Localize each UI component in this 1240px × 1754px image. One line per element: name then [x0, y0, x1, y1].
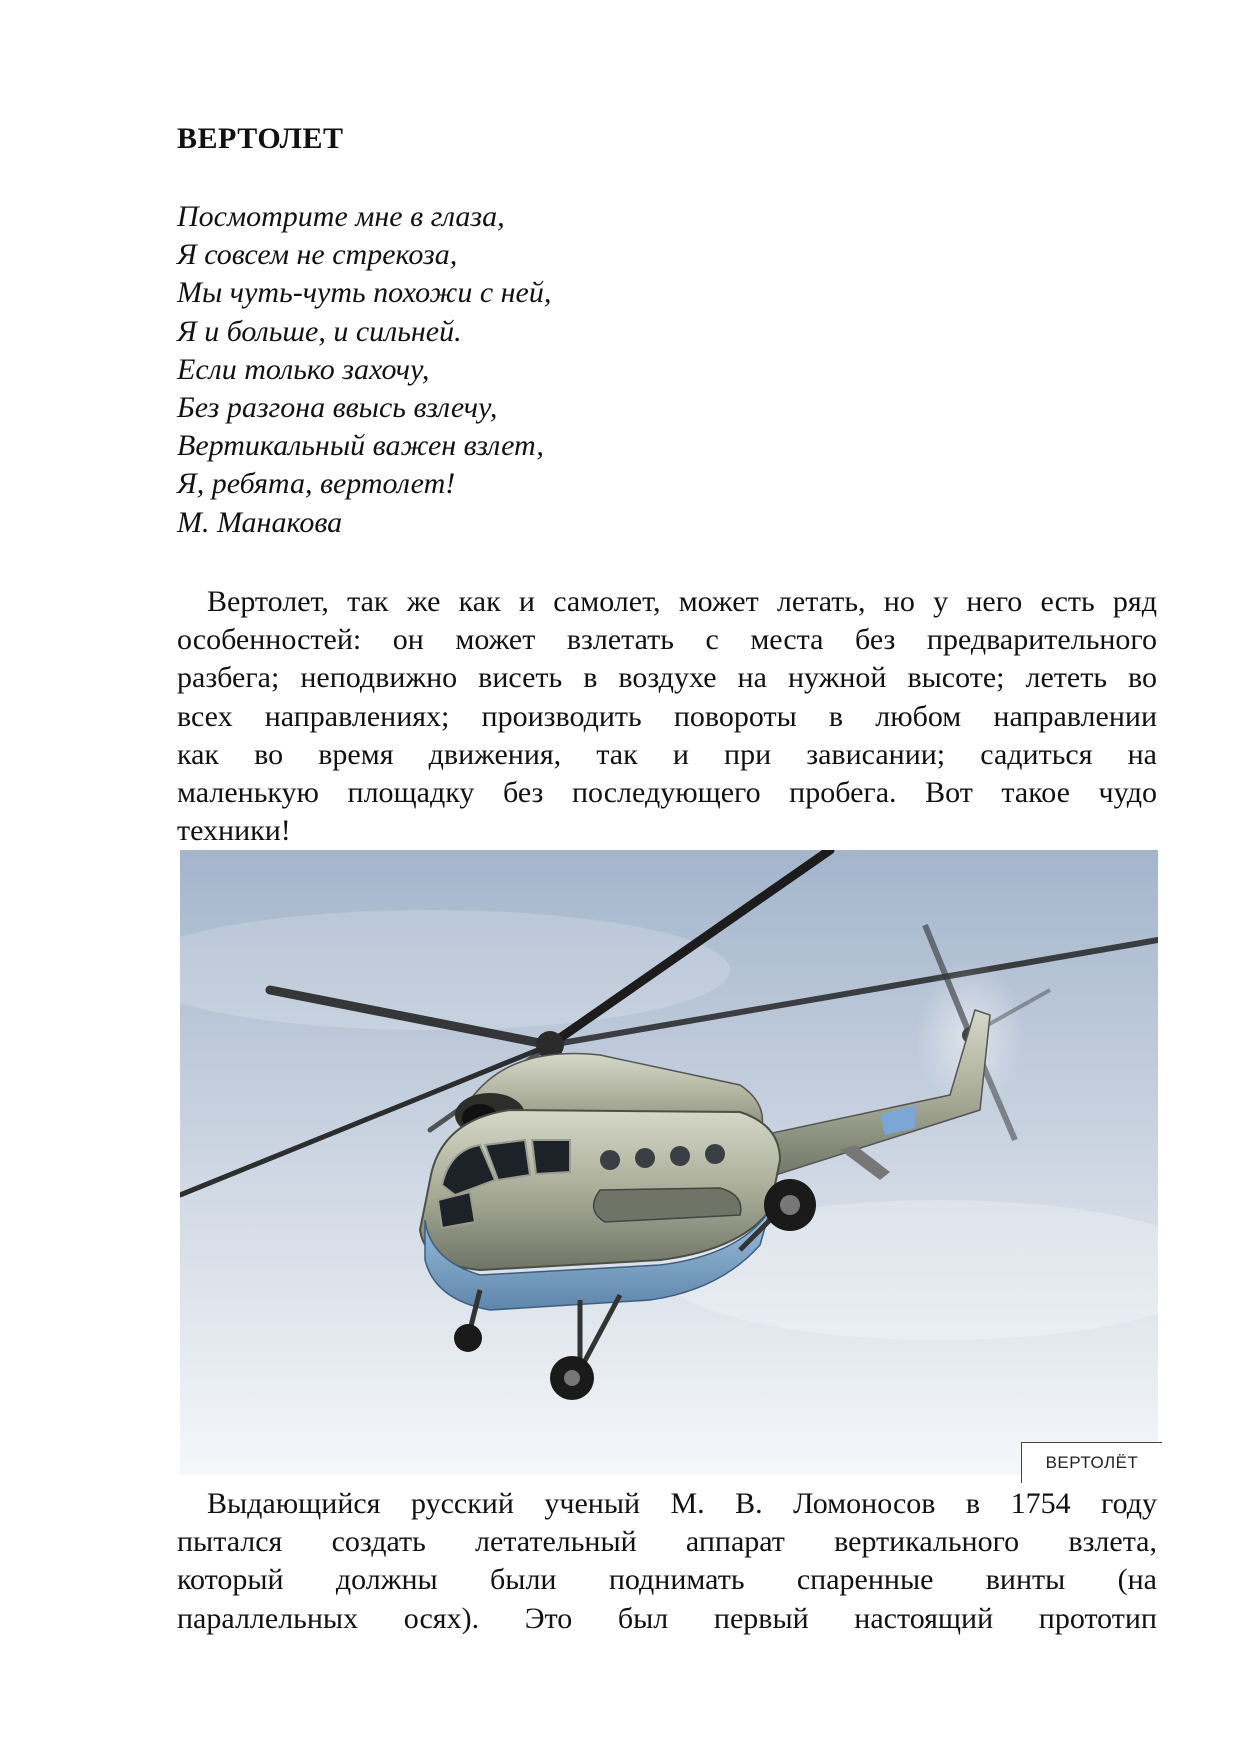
paragraph-line: Выдающийся русский ученый М. В. Ломоносов в 1754 году [207, 1487, 1157, 1520]
poem-line: Я совсем не стрекоза, [177, 238, 458, 272]
poem-line: Если только захочу, [177, 352, 430, 386]
paragraph-line: как во время движения, так и при зависании; садиться на [177, 737, 1157, 771]
paragraph-line: всех направлениях; производить повороты в любом направлении [177, 699, 1157, 733]
poem-author: М. Манакова [177, 505, 343, 539]
poem-line: Посмотрите мне в глаза, [177, 200, 505, 233]
paragraph-line: особенностей: он может взлетать с места без предварительного [177, 623, 1157, 657]
poem-line: Без разгона ввысь взлечу, [177, 391, 498, 425]
poem [177, 198, 551, 542]
paragraph-line: Вертолет, так же как и самолет, может летать, но у него есть ряд [207, 585, 1157, 618]
helicopter-photo [180, 850, 1158, 1475]
paragraph-line: параллельных осях). Это был первый настоящий прототип [177, 1601, 1157, 1635]
page-title: ВЕРТОЛЕТ [177, 122, 344, 155]
paragraph-line: маленькую площадку без последующего пробега. Вот такое чудо [177, 776, 1157, 810]
paragraph-line: пытался создать летательный аппарат вертикального взлета, [177, 1525, 1157, 1559]
paragraph-line: который должны были поднимать спаренные винты (на [177, 1563, 1157, 1597]
paragraph-line: техники! [177, 814, 291, 848]
poem-line: Вертикальный важен взлет, [177, 429, 544, 463]
photo-caption: ВЕРТОЛЁТ [1021, 1442, 1162, 1483]
paragraph-lomonosov [177, 1485, 1157, 1638]
poem-line: Я и больше, и сильней. [177, 314, 462, 348]
poem-line: Мы чуть-чуть похожи с ней, [177, 276, 552, 310]
paragraph-line: разбега; неподвижно висеть в воздухе на нужной высоте; лететь во [177, 661, 1157, 695]
front-wheel [454, 1324, 482, 1352]
poem-line: Я, ребята, вертолет! [177, 467, 456, 501]
paragraph-helicopter-features [177, 583, 1157, 850]
